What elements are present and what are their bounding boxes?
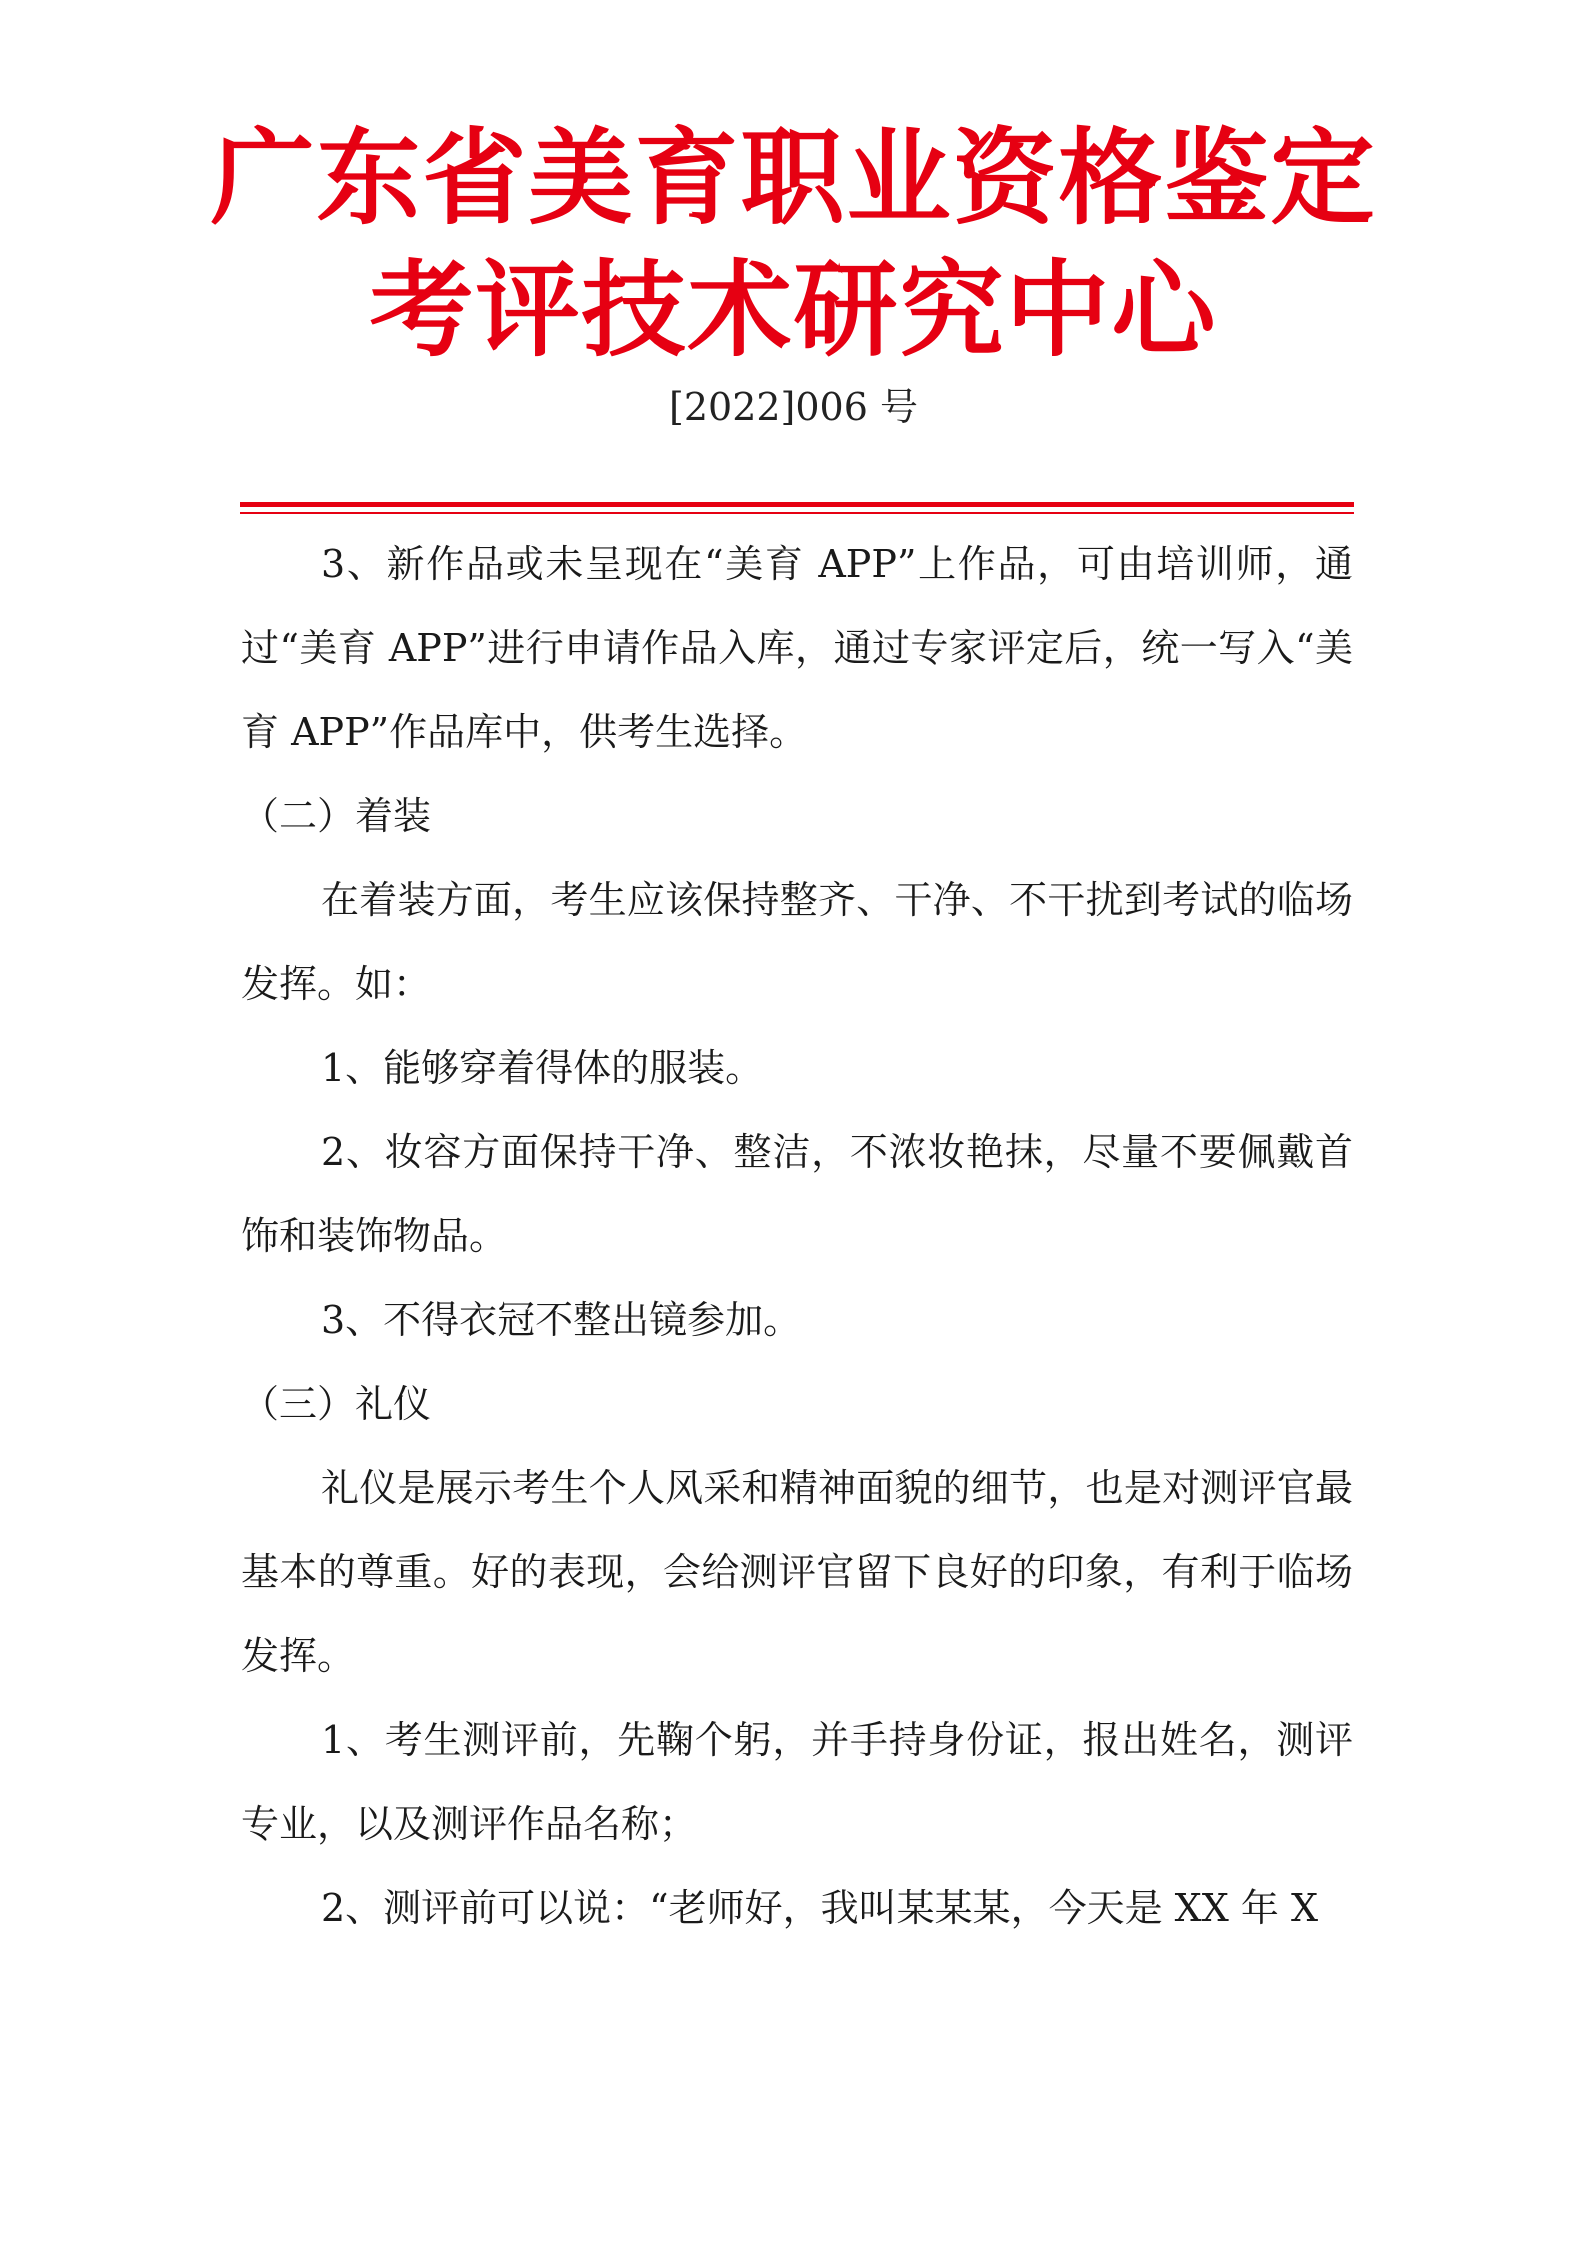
document-header [0,112,1587,432]
section-heading-attire: （二）着装 [241,794,432,838]
red-divider-thin [240,512,1354,514]
paragraph-etiquette-item-2: 2、测评前可以说：“老师好，我叫某某某，今天是 XX 年 X [321,1886,1319,1930]
document-title-line-1: 广东省美育职业资格鉴定 [210,117,1377,239]
paragraph-attire-item-3: 3、不得衣冠不整出镜参加。 [321,1298,802,1342]
paragraph-etiquette-intro: 礼仪是展示考生个人风采和精神面貌的细节，也是对测评官最基本的尊重。好的表现，会给测评官留下良好的印象，有利于临场发挥。 [241,1466,1353,1678]
paragraph-attire-item-1: 1、能够穿着得体的服装。 [321,1046,764,1090]
document-number: [2022]006 号 [669,385,918,429]
document-body [241,522,1353,1950]
paragraph-new-works: 3、新作品或未呈现在“美育 APP”上作品，可由培训师，通过“美育 APP”进行申请作品入库，通过专家评定后，统一写入“美育 APP”作品库中，供考生选择。 [241,542,1353,754]
paragraph-attire-intro: 在着装方面，考生应该保持整齐、干净、不干扰到考试的临场发挥。如： [241,878,1353,1006]
section-heading-etiquette: （三）礼仪 [241,1382,432,1426]
paragraph-etiquette-item-1: 1、考生测评前，先鞠个躬，并手持身份证，报出姓名，测评专业，以及测评作品名称； [241,1718,1353,1846]
red-divider-thick [240,502,1354,507]
document-title-line-2: 考评技术研究中心 [369,249,1218,371]
paragraph-attire-item-2: 2、妆容方面保持干净、整洁，不浓妆艳抹，尽量不要佩戴首饰和装饰物品。 [241,1130,1353,1258]
